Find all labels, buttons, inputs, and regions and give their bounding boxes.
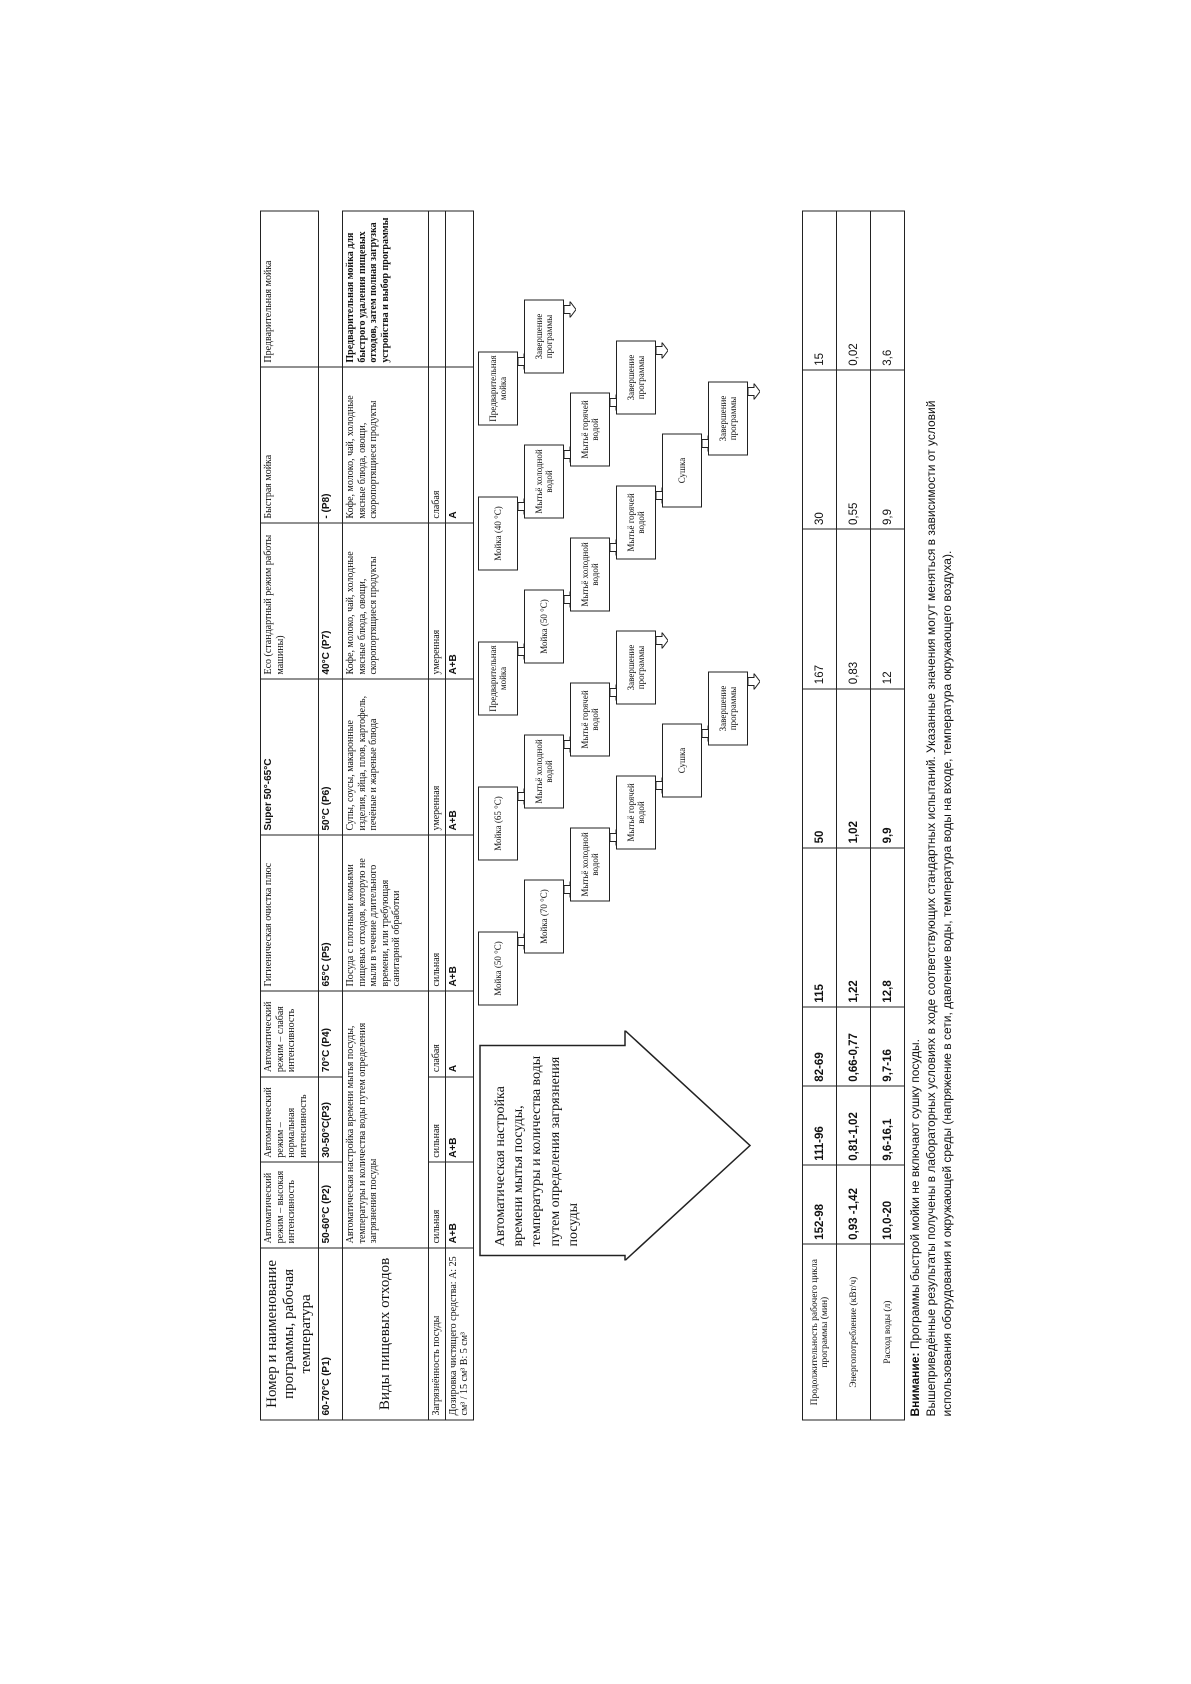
flow-step-p4-5: Сушка <box>662 724 702 798</box>
dose-p2: A+B <box>445 1077 473 1163</box>
results-cell: 1,02 <box>837 689 871 848</box>
program-p3: 30-50°C(P3) <box>319 1077 343 1163</box>
note-line2: Вышеприведённые результаты получены в лабораторных условиях в ходе соответствующих стандартных испытаний. Указанные значения могут меняться в зависимости от условий <box>924 400 938 1417</box>
soil-p8 <box>429 211 446 367</box>
mode-p6: Eco (стандартный режим работы машины) <box>261 523 319 679</box>
flow-arrow-p7-4 <box>656 343 668 359</box>
auto-box-text: Автоматическая настройка времени мытья посуды, температуры и количества воды путем определения загрязнения посуды <box>493 1055 581 1247</box>
results-label: Продолжительность рабочего цикла программы (мин) <box>803 1244 837 1420</box>
waste-title: Виды пищевых отходов <box>343 1248 429 1420</box>
soil-p2: сильная <box>429 1077 446 1163</box>
programs-table <box>260 211 474 1421</box>
flow-step-p8-2: Завершение программы <box>524 300 564 374</box>
results-cell: 9,6-16,1 <box>871 1086 905 1165</box>
program-p8: - (P8) <box>319 367 343 523</box>
flow-step-p6-4: Мытьё горячей водой <box>616 486 656 560</box>
flow-step-p7-1: Мойка (40 °C) <box>478 497 518 571</box>
flow-arrow-p6-6 <box>748 384 760 400</box>
soil-p7: слабая <box>429 367 446 523</box>
dose-p5: A+B <box>445 679 473 835</box>
waste-p8: Предварительная мойка для быстрого удаления пищевых отходов, затем полная загрузка устройства и выбор программы <box>343 211 429 367</box>
results-cell: 0,83 <box>837 529 871 688</box>
flow-step-p6-6: Завершение программы <box>708 382 748 456</box>
flow-step-p4-3: Мытьё холодной водой <box>570 828 610 902</box>
dose-p4: A+B <box>445 835 473 991</box>
results-cell: 9,9 <box>871 370 905 529</box>
results-label: Расход воды (л) <box>871 1244 905 1420</box>
results-cell: 0,81-1,02 <box>837 1086 871 1165</box>
flow-step-p6-2: Мойка (50 °C) <box>524 590 564 664</box>
results-cell: 12,8 <box>871 848 905 1007</box>
results-row <box>871 211 905 1420</box>
note-line3: использования оборудования и окружающей среды (напряжение в сети, давление воды, температура воды на входе, температура окружающего воздуха). <box>940 550 954 1417</box>
results-cell: 152-98 <box>803 1165 837 1244</box>
results-cell: 3,6 <box>871 211 905 370</box>
results-cell: 30 <box>803 370 837 529</box>
flow-step-p4-6: Завершение программы <box>708 672 748 746</box>
flow-arrow-p5-4 <box>656 633 668 649</box>
program-p6: 50°C (P6) <box>319 679 343 835</box>
mode-p1: Автоматический режим – высокая интенсивность <box>261 1162 319 1248</box>
mode-p4: Гигиеническая очистка плюс <box>261 835 319 991</box>
note-attention <box>908 1039 924 1416</box>
soil-p6: умеренная <box>429 523 446 679</box>
mode-p7: Быстрая мойка <box>261 367 319 523</box>
soil-p1: сильная <box>429 1162 446 1248</box>
attention-text: Программы быстрой мойки не включают сушку посуды. <box>908 1039 922 1350</box>
header-title: Номер и наименование программы, рабочая температура <box>261 1248 319 1420</box>
mode-p8: Предварительная мойка <box>261 211 319 367</box>
flow-arrow-p8-2 <box>564 302 576 318</box>
soil-title: Загрязнённость посуды <box>429 1248 446 1420</box>
dose-p8 <box>445 211 473 367</box>
flow-step-p5-3: Мытьё горячей водой <box>570 683 610 757</box>
waste-p4: Посуда с плотными комьями пищевых отходов, которую не мыли в течение длительного времени, или требующая санитарной обработки <box>343 835 429 991</box>
results-cell: 10,0-20 <box>871 1165 905 1244</box>
dose-row <box>445 211 473 1420</box>
results-cell: 115 <box>803 848 837 1007</box>
flow-step-p6-1: Предварительная мойка <box>478 642 518 716</box>
results-table <box>802 211 905 1421</box>
flow-step-p5-2: Мытьё холодной водой <box>524 735 564 809</box>
waste-auto: Автоматическая настройка времени мытья посуды, температуры и количества воды путем определения загрязнения посуды <box>343 991 429 1248</box>
program-row <box>319 211 343 1420</box>
results-cell: 0,55 <box>837 370 871 529</box>
results-cell: 82-69 <box>803 1007 837 1086</box>
rotated-content <box>230 216 960 1461</box>
flow-step-p4-4: Мытьё горячей водой <box>616 776 656 850</box>
mode-p2: Автоматический режим – нормальная интенсивность <box>261 1077 319 1163</box>
results-cell: 12 <box>871 529 905 688</box>
flow-step-p4-1: Мойка (50 °C) <box>478 932 518 1006</box>
flow-step-p6-3: Мытьё холодной водой <box>570 538 610 612</box>
flow-step-p7-3: Мытьё горячей водой <box>570 393 610 467</box>
results-cell: 1,22 <box>837 848 871 1007</box>
soil-p3: слабая <box>429 991 446 1077</box>
mode-p5: Super 50°-65°C <box>261 679 319 835</box>
soil-row <box>429 211 446 1420</box>
header-row <box>261 211 319 1420</box>
results-cell: 9,9 <box>871 689 905 848</box>
flow-arrow-p4-6 <box>748 674 760 690</box>
attention-label: Внимание: <box>908 1352 922 1417</box>
program-p5: 65°C (P5) <box>319 835 343 991</box>
waste-p5: Супы, соусы, макаронные изделия, яйца, плов, картофель, печёные и жареные блюда <box>343 679 429 835</box>
results-cell: 0,02 <box>837 211 871 370</box>
results-label: Энергопотребление (кВт/ч) <box>837 1244 871 1420</box>
results-cell: 167 <box>803 529 837 688</box>
results-cell: 9,7-16 <box>871 1007 905 1086</box>
dose-p1: A+B <box>445 1162 473 1248</box>
program-p4: 70°C (P4) <box>319 991 343 1077</box>
waste-p7: Кофе, молоко, чай, холодные мясные блюда, овощи, скоропортящиеся продукты <box>343 367 429 523</box>
dose-p6: A+B <box>445 523 473 679</box>
flow-step-p5-4: Завершение программы <box>616 631 656 705</box>
results-row <box>803 211 837 1420</box>
dose-title: Дозировка чистящего средства: A: 25 см³ / 15 см³ B: 5 см³ <box>445 1248 473 1420</box>
waste-p6: Кофе, молоко, чай, холодные мясные блюда, овощи, скоропортящиеся продукты <box>343 523 429 679</box>
results-cell: 50 <box>803 689 837 848</box>
waste-row <box>343 211 429 1420</box>
flow-step-p6-5: Сушка <box>662 434 702 508</box>
program-p2: 50-60°C (P2) <box>319 1162 343 1248</box>
results-cell: 0,66-0,77 <box>837 1007 871 1086</box>
flow-step-p4-2: Мойка (70 °C) <box>524 880 564 954</box>
flow-step-p8-1: Предварительная мойка <box>478 352 518 426</box>
program-p1: 60-70°C (P1) <box>319 1248 343 1420</box>
dose-p3: A <box>445 991 473 1077</box>
soil-p4: сильная <box>429 835 446 991</box>
results-cell: 0,93 -1,42 <box>837 1165 871 1244</box>
flow-step-p7-2: Мытьё холодной водой <box>524 445 564 519</box>
soil-p5: умеренная <box>429 679 446 835</box>
results-row <box>837 211 871 1420</box>
program-p7: 40°C (P7) <box>319 523 343 679</box>
results-cell: 15 <box>803 211 837 370</box>
results-cell: 111-96 <box>803 1086 837 1165</box>
flow-step-p5-1: Мойка (65 °C) <box>478 787 518 861</box>
dose-p7: A <box>445 367 473 523</box>
mode-p3: Автоматический режим – слабая интенсивность <box>261 991 319 1077</box>
flow-step-p7-4: Завершение программы <box>616 341 656 415</box>
